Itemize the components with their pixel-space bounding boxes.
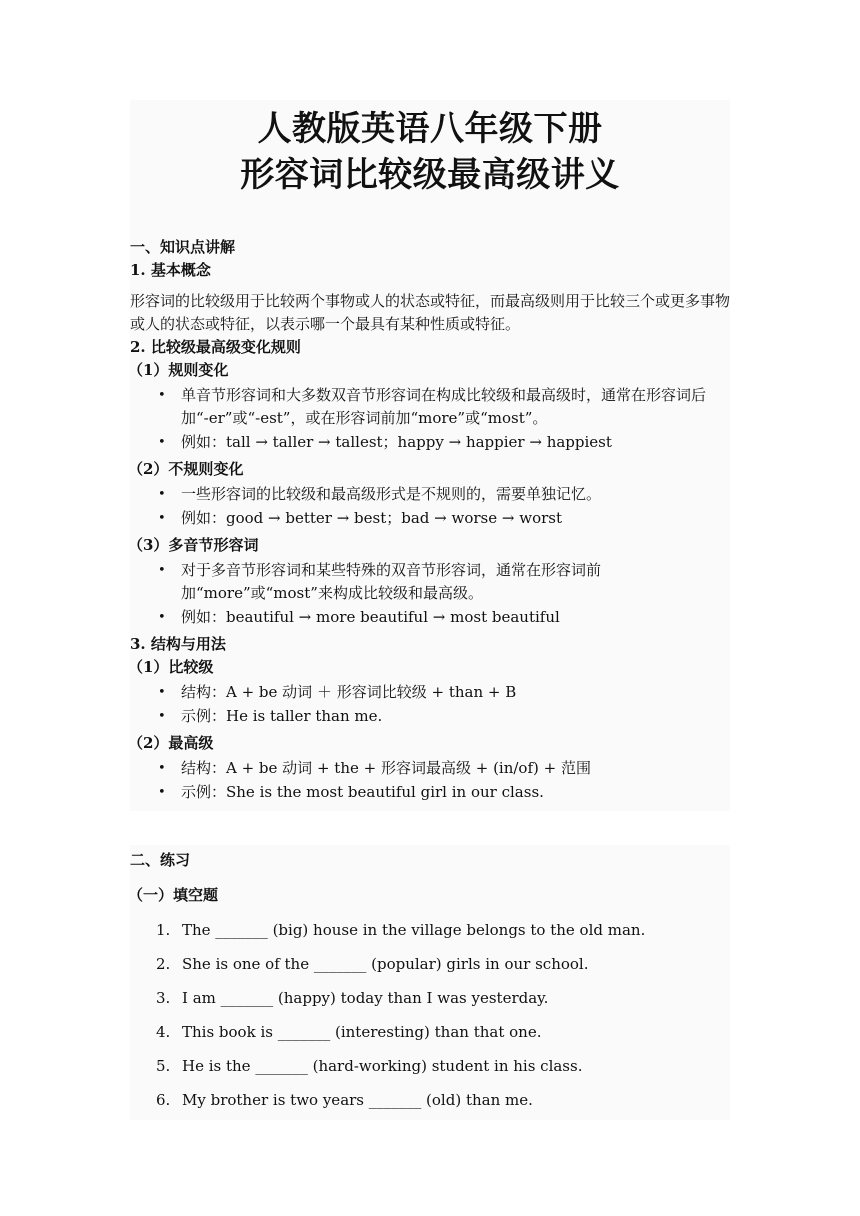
list-item-text: 例如：tall → taller → tallest；happy → happier → happiest	[181, 433, 612, 451]
polysyllabic-heading: （3）多音节形容词	[128, 536, 259, 554]
bullet-icon: •	[158, 435, 166, 450]
list-item	[130, 705, 730, 728]
exercise-item	[130, 1089, 730, 1112]
superlative-heading: （2）最高级	[128, 734, 214, 752]
exercise-number: 1.	[156, 921, 171, 939]
comparative-list	[130, 681, 730, 728]
exercise-number: 3.	[156, 989, 171, 1007]
list-item-text: 例如：beautiful → more beautiful → most beautiful	[181, 608, 560, 626]
document-title-line2: 形容词比较级最高级讲义	[240, 155, 620, 195]
exercise-item	[130, 1021, 730, 1044]
list-item-text: 结构：A + be 动词 + the + 形容词最高级 + (in/of) + 范围	[181, 759, 591, 777]
title-block	[130, 100, 730, 228]
list-item-text: 单音节形容词和大多数双音节形容词在构成比较级和最高级时，通常在形容词后加“-er”或“-est”，或在形容词前加“more”或“most”。	[181, 386, 707, 427]
bullet-icon: •	[158, 709, 166, 724]
list-item	[130, 757, 730, 780]
polysyllabic-list	[130, 559, 730, 629]
list-item-text: 例如：good → better → best；bad → worse → worst	[181, 509, 562, 527]
exercise-text: She is one of the _______ (popular) girls in our school.	[182, 955, 589, 973]
bullet-icon: •	[158, 563, 166, 578]
list-item	[130, 681, 730, 704]
exercise-text: The _______ (big) house in the village belongs to the old man.	[182, 921, 646, 939]
regular-rules-heading: （1）规则变化	[128, 361, 229, 379]
exercise-number: 5.	[156, 1057, 171, 1075]
usage-heading: 3. 结构与用法	[130, 635, 226, 653]
document-page	[130, 100, 730, 1120]
exercise-list	[130, 919, 730, 1112]
list-item	[130, 606, 730, 629]
basic-concept-heading: 1. 基本概念	[130, 261, 211, 279]
exercise-item	[130, 1055, 730, 1078]
bullet-icon: •	[158, 785, 166, 800]
exercise-text: I am _______ (happy) today than I was yesterday.	[182, 989, 549, 1007]
irregular-rules-list	[130, 483, 730, 530]
exercise-number: 6.	[156, 1091, 171, 1109]
superlative-list	[130, 757, 730, 811]
exercise-number: 4.	[156, 1023, 171, 1041]
bullet-icon: •	[158, 487, 166, 502]
list-item-text: 结构：A + be 动词 ＋ 形容词比较级 + than + B	[181, 683, 517, 701]
bullet-icon: •	[158, 761, 166, 776]
list-item	[130, 384, 730, 430]
exercise-item	[130, 987, 730, 1010]
list-item-text: 示例：He is taller than me.	[181, 707, 383, 725]
exercise-item	[130, 953, 730, 976]
exercise-text: My brother is two years _______ (old) than me.	[182, 1091, 533, 1109]
list-item	[130, 483, 730, 506]
part2-heading: 二、练习	[130, 851, 191, 869]
exercise-text: This book is _______ (interesting) than that one.	[182, 1023, 542, 1041]
exercise-section	[130, 845, 730, 1120]
bullet-icon: •	[158, 685, 166, 700]
basic-concept-paragraph: 形容词的比较级用于比较两个事物或人的状态或特征，而最高级则用于比较三个或更多事物或人的状态或特征，以表示哪一个最具有某种性质或特征。	[130, 292, 731, 333]
fill-blank-heading: （一）填空题	[128, 886, 219, 904]
regular-rules-list	[130, 384, 730, 454]
document-title-line1: 人教版英语八年级下册	[257, 109, 603, 149]
rules-heading: 2. 比较级最高级变化规则	[130, 338, 301, 356]
knowledge-section	[130, 228, 730, 811]
list-item-text: 对于多音节形容词和某些特殊的双音节形容词，通常在形容词前加“more”或“most”来构成比较级和最高级。	[181, 561, 602, 602]
bullet-icon: •	[158, 610, 166, 625]
list-item	[130, 559, 730, 605]
list-item-text: 示例：She is the most beautiful girl in our class.	[181, 783, 544, 801]
list-item-text: 一些形容词的比较级和最高级形式是不规则的，需要单独记忆。	[181, 485, 602, 503]
list-item	[130, 431, 730, 454]
exercise-item	[130, 919, 730, 942]
bullet-icon: •	[158, 388, 166, 403]
part1-heading: 一、知识点讲解	[130, 238, 236, 256]
exercise-text: He is the _______ (hard-working) student in his class.	[182, 1057, 583, 1075]
bullet-icon: •	[158, 511, 166, 526]
section-gap	[130, 811, 730, 845]
irregular-rules-heading: （2）不规则变化	[128, 460, 244, 478]
list-item	[130, 507, 730, 530]
comparative-heading: （1）比较级	[128, 658, 214, 676]
list-item	[130, 781, 730, 804]
exercise-number: 2.	[156, 955, 171, 973]
